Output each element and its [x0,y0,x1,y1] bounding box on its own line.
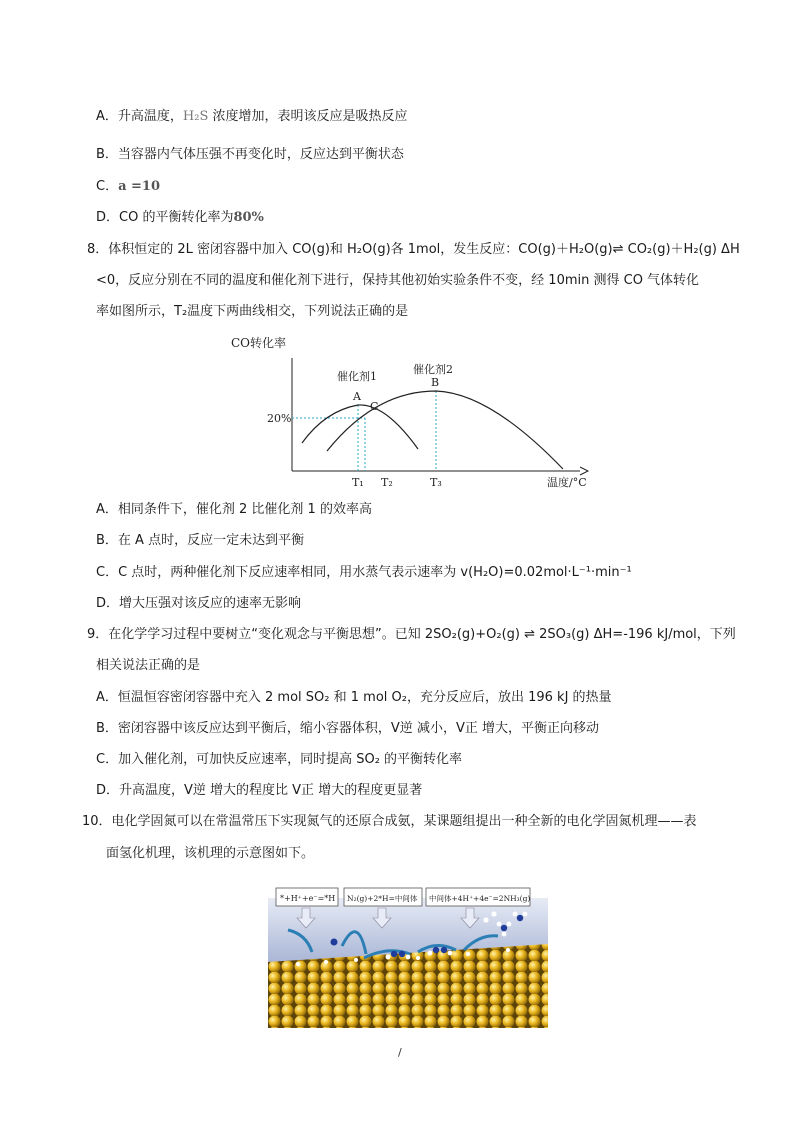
q8-option-b: B．在 A 点时，反应一定未达到平衡 [96,533,305,548]
x-tick-t2: T₂ [381,476,393,489]
curve-catalyst-1 [302,405,418,449]
h-atom [406,955,411,960]
q9-option-a: A．恒温恒容密闭容器中充入 2 mol SO₂ 和 1 mol O₂，充分反应后，放出 196 kJ 的热量 [96,690,612,705]
q10-stem-line2: 面氢化机理，该机理的示意图如下。 [106,846,315,861]
co-conversion-chart [225,333,595,495]
q8-option-d: D．增大压强对该反应的速率无影响 [96,596,302,611]
h-atom [448,951,453,956]
series-label-catalyst-1: 催化剂1 [337,370,377,383]
q10-stem-line1: 10．电化学固氮可以在常温常压下实现氮气的还原合成氨，某课题组提出一种全新的电化学固氮机理——表 [82,814,697,829]
nh3-h-atom [523,912,528,917]
q9-stem-line2: 相关说法正确的是 [96,658,201,673]
mechanism-diagram [268,884,548,1028]
nh3-h-atom [507,922,512,927]
surface-h [296,962,300,966]
q8-option-a: A．相同条件下，催化剂 2 比催化剂 1 的效率高 [96,502,372,517]
point-b-label: B [431,376,440,389]
x-axis-label: 温度/°C [547,476,587,489]
step-box-3-text: 中间体+4H⁺+4e⁻=2NH₃(g) [429,894,531,903]
series-label-catalyst-2: 催化剂2 [413,363,453,376]
q9-option-d: D．升高温度，V逆 增大的程度比 V正 增大的程度更显著 [96,783,423,798]
h-atom [483,917,488,922]
nh3-h-atom [513,912,518,917]
q7-option-a: A．升高温度，H₂S 浓度增加，表明该反应是吸热反应 [96,109,408,124]
surface-h [354,958,358,962]
q9-number: 9． [87,627,109,642]
x-axis-arrow [580,467,588,475]
n2-atom [331,939,338,946]
q8-stem-line2: <0，反应分别在不同的温度和催化剂下进行，保持其他初始实验条件不变，经 10min 测得 CO 气体转化 [96,273,700,288]
n-atom [441,947,447,953]
h-atom [386,955,391,960]
q10-number: 10． [82,814,112,829]
q8-stem-line3: 率如图所示，T₂温度下两曲线相交，下列说法正确的是 [96,304,409,319]
n-atom [391,951,397,957]
y-tick-20pct: 20% [267,412,292,425]
point-a-label: A [353,390,361,403]
q9-stem-line1: 9．在化学学习过程中要树立“变化观念与平衡思想”。已知 2SO₂(g)+O₂(g) ⇌ 2SO₃(g) ΔH=-196 kJ/mol，下列 [87,627,736,642]
surface-h [324,960,328,964]
surface-h [416,956,420,960]
curve-catalyst-2 [327,391,563,469]
q9-option-c: C．加入催化剂，可加快反应速率，同时提高 SO₂ 的平衡转化率 [96,752,463,767]
nh3-n-atom [517,915,523,921]
surface-h [506,948,510,952]
q8-stem-line1: 8．体积恒定的 2L 密闭容器中加入 CO(g)和 H₂O(g)各 1mol，发生反应：CO(g)＋H₂O(g)⇌ CO₂(g)＋H₂(g) ΔH [87,242,740,257]
x-tick-t3: T₃ [430,476,442,489]
q8-option-c: C．C 点时，两种催化剂下反应速率相同，用水蒸气表示速率为 v(H₂O)=0.02mol·L⁻¹·min⁻¹ [96,565,632,580]
h-atom [428,951,433,956]
step-box-2-text: N₂(g)+2*H=中间体 [347,894,418,903]
step-box-1-text: *+H⁺+e⁻=*H [280,894,336,903]
h-atom [491,911,496,916]
q7-option-d: D．CO 的平衡转化率为80% [96,210,264,225]
q7-option-b: B．当容器内气体压强不再变化时，反应达到平衡状态 [96,147,404,162]
nh3-h-atom [502,932,507,937]
nh3-n-atom [501,925,507,931]
q8-number: 8． [87,242,109,257]
page-number: / [398,1046,402,1059]
q9-option-b: B．密闭容器中该反应达到平衡后，缩小容器体积，V逆 减小，V正 增大，平衡正向移动 [96,721,599,736]
point-c-label: C [370,400,379,413]
y-axis-label: CO转化率 [231,336,287,350]
x-tick-t1: T₁ [352,476,364,489]
n-atom [433,947,439,953]
nh3-h-atom [497,922,502,927]
n-atom [399,951,405,957]
surface-h [466,952,470,956]
q7-option-c: C．a =10 [96,179,161,194]
